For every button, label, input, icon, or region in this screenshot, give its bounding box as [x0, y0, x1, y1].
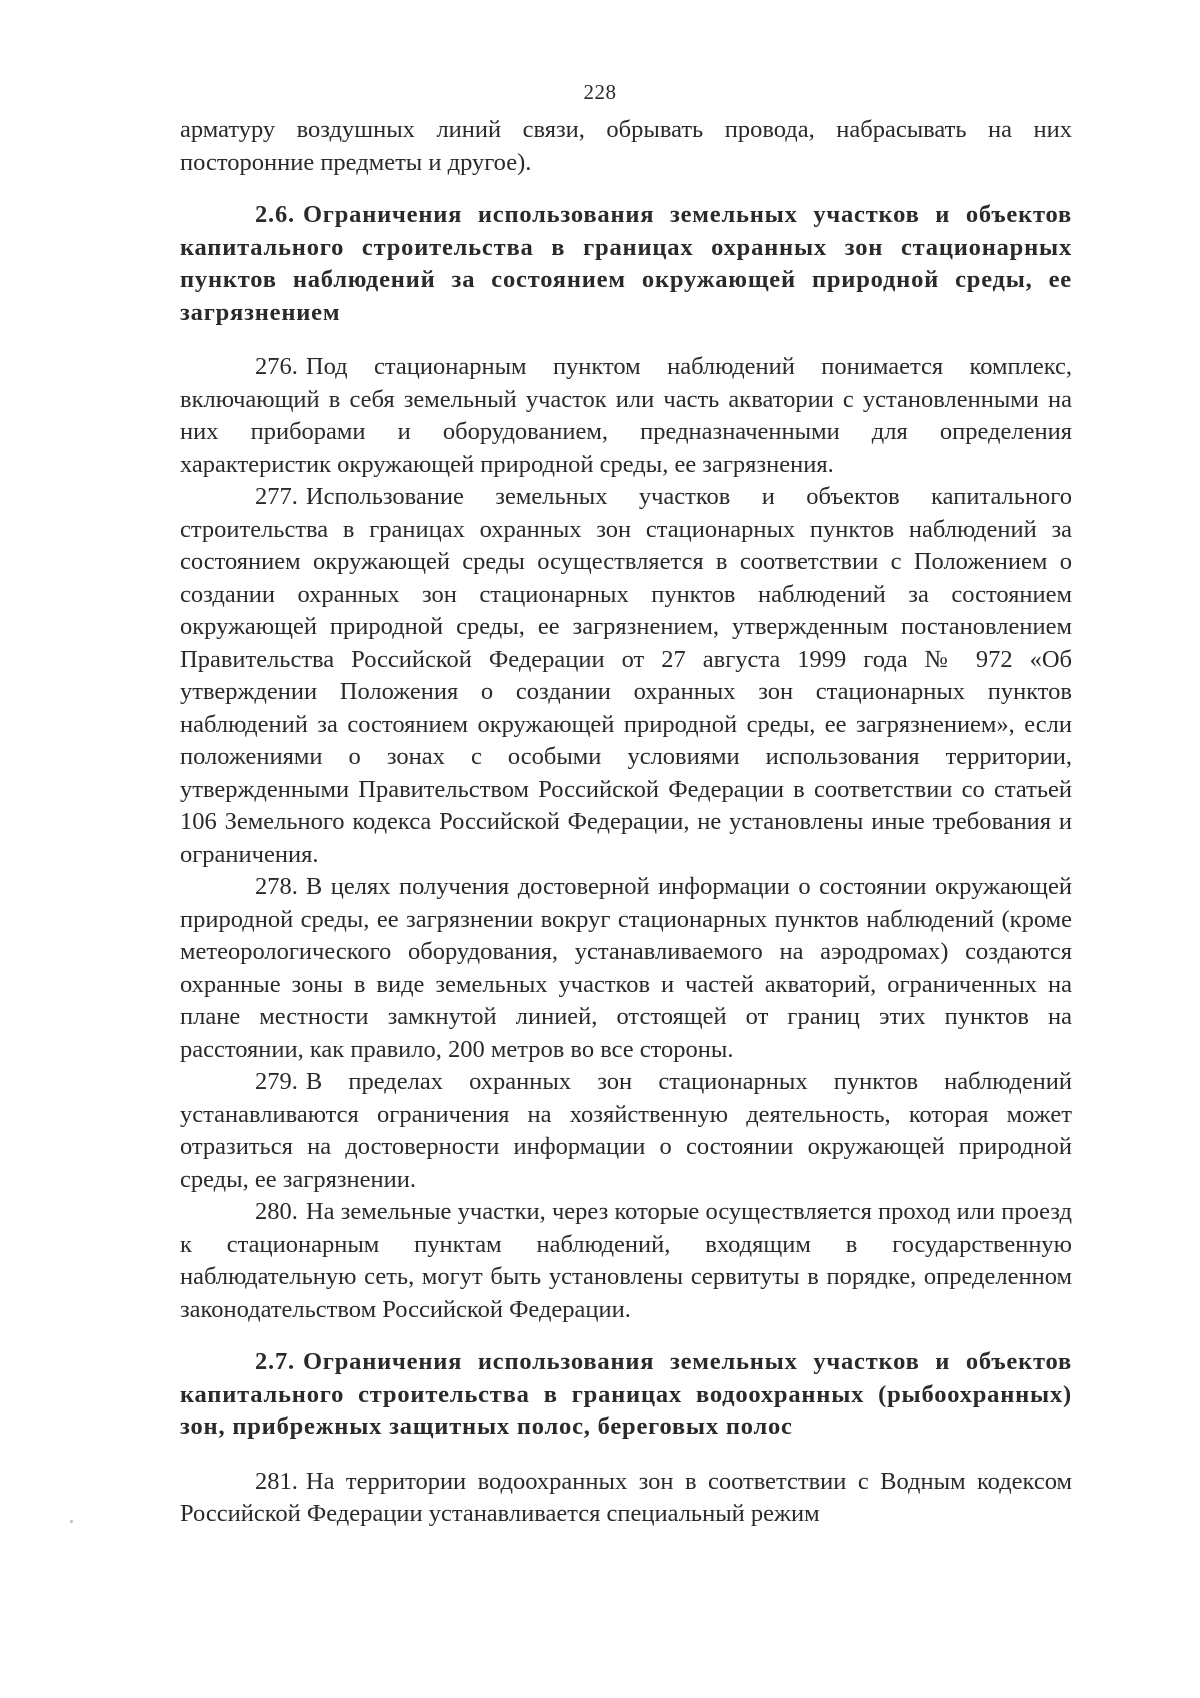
paragraph-279: [180, 1066, 1072, 1196]
paragraph-number: 276.: [255, 353, 298, 380]
paragraph-277: [180, 481, 1072, 871]
paragraph-text: В пределах охранных зон стационарных пунктов наблюдений устанавливаются ограничения на хозяйственную деятельность, которая может отразиться на достоверности информации о состоянии окружающей природной среды, ее загрязнении.: [180, 1068, 1072, 1193]
page-number: 228: [583, 80, 617, 104]
paragraph-number: 280.: [255, 1198, 298, 1225]
continuation-text: арматуру воздушных линий связи, обрывать провода, набрасывать на них посторонние предметы и другое).: [180, 116, 1072, 176]
paragraph-text: В целях получения достоверной информации о состоянии окружающей природной среды, ее загрязнении вокруг стационарных пунктов наблюдений (кроме метеорологического оборудования, устанавливаемого на аэродромах) создаются охранные зоны в виде земельных участков и частей акваторий, ограниченных на плане местности замкнутой линией, отстоящей от границ этих пунктов на расстоянии, как правило, 200 метров во все стороны.: [180, 873, 1072, 1063]
paragraph-text: Использование земельных участков и объектов капитального строительства в границах охранных зон стационарных пунктов наблюдений за состоянием окружающей среды осуществляется в соответствии с Положением о создании охранных зон стационарных пунктов наблюдений за состоянием окружающей природной среды, ее загрязнением, утвержденным постановлением Правительства Российской Федерации от 27 августа 1999 года № 972 «Об утверждении Положения о создании охранных зон стационарных пунктов наблюдений за состоянием окружающей природной среды, ее загрязнением», если положениями о зонах с особыми условиями использования территории, утвержденными Правительством Российской Федерации в соответствии со статьей 106 Земельного кодекса Российской Федерации, не установлены иные требования и ограничения.: [180, 483, 1072, 868]
paragraph-281: [180, 1466, 1072, 1531]
paragraph-text: На земельные участки, через которые осуществляется проход или проезд к стационарным пунктам наблюдений, входящим в государственную наблюдательную сеть, могут быть установлены сервитуты в порядке, определенном законодательством Российской Федерации.: [180, 1198, 1072, 1323]
section-number: 2.6.: [255, 201, 295, 228]
paragraph-number: 281.: [255, 1467, 298, 1495]
section-heading-2-6: [180, 199, 1072, 329]
scan-speck: [70, 1520, 73, 1523]
section-title: Ограничения использования земельных участков и объектов капитального строительства в границах водоохранных (рыбоохранных) зон, прибрежных защитных полос, береговых полос: [180, 1348, 1072, 1440]
section-heading-2-7: [180, 1346, 1072, 1444]
paragraph-278: [180, 871, 1072, 1066]
paragraph-280: [180, 1196, 1072, 1326]
section-2-7-paragraphs: [180, 1466, 1072, 1531]
section-title: Ограничения использования земельных участков и объектов капитального строительства в границах охранных зон стационарных пунктов наблюдений за состоянием окружающей природной среды, ее загрязнением: [180, 201, 1072, 326]
section-2-6-paragraphs: [180, 351, 1072, 1326]
paragraph-number: 278.: [255, 873, 298, 900]
page-body: [180, 114, 1072, 1531]
section-number: 2.7.: [255, 1348, 295, 1375]
paragraph-number: 277.: [255, 483, 298, 510]
paragraph-text: На территории водоохранных зон в соответствии с Водным кодексом Российской Федерации устанавливается специальный режим: [180, 1467, 1072, 1527]
paragraph-text: Под стационарным пунктом наблюдений понимается комплекс, включающий в себя земельный участок или часть акватории с установленными на них приборами и оборудованием, предназначенными для определения характеристик окружающей природной среды, ее загрязнения.: [180, 353, 1072, 478]
paragraph-number: 279.: [255, 1068, 298, 1095]
paragraph-276: [180, 351, 1072, 481]
